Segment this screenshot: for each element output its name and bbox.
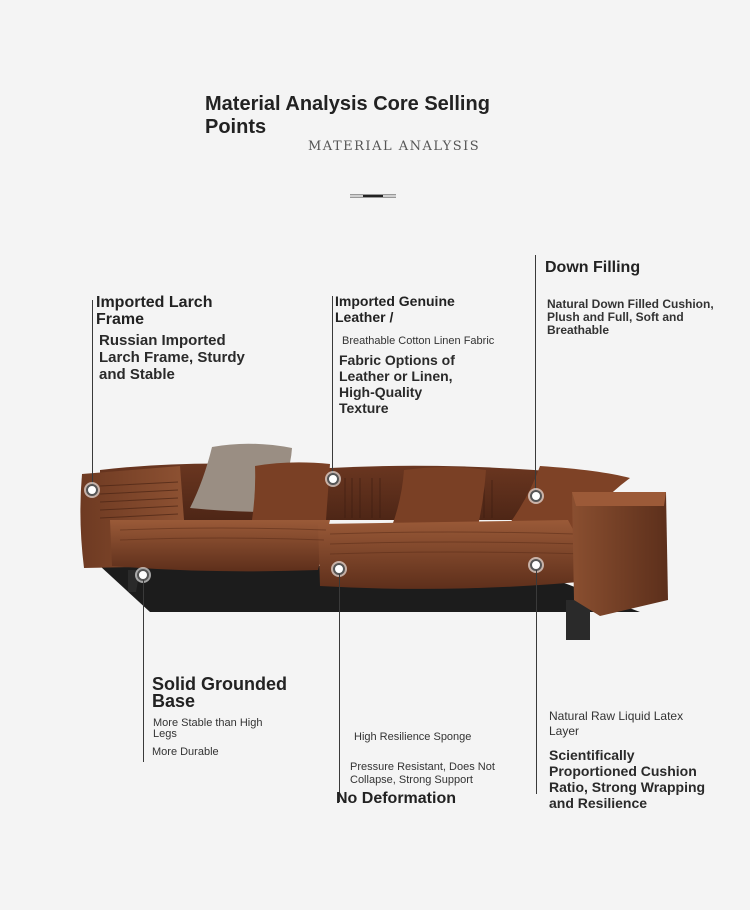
- frame-leader-line: [92, 300, 93, 485]
- down-marker-dot: [530, 490, 542, 502]
- leather-description: Fabric Options of Leather or Linen, High-Quality Texture: [339, 352, 455, 416]
- sponge-leader-line: [339, 574, 340, 802]
- leather-leader-line: [332, 296, 333, 474]
- base-leader-line: [143, 580, 144, 762]
- base-detail-1: More Stable than High Legs: [153, 717, 263, 740]
- down-description: Natural Down Filled Cushion, Plush and Full, Soft and Breathable: [547, 297, 714, 337]
- latex-description: Scientifically Proportioned Cushion Ratio, Strong Wrapping and Resilience: [549, 747, 706, 811]
- right-arm: [572, 492, 668, 616]
- base-detail-2: More Durable: [152, 746, 219, 758]
- latex-heading: Natural Raw Liquid Latex Layer: [549, 709, 684, 738]
- sponge-heading: High Resilience Sponge: [354, 731, 472, 743]
- sponge-highlight: No Deformation: [336, 790, 456, 807]
- leather-heading: Imported Genuine Leather /: [335, 293, 455, 325]
- base-heading: Solid Grounded Base: [152, 674, 287, 711]
- leather-subheading: Breathable Cotton Linen Fabric: [342, 335, 495, 347]
- frame-marker-dot: [86, 484, 98, 496]
- page-subtitle: MATERIAL ANALYSIS: [308, 139, 481, 154]
- leather-marker-dot: [327, 473, 339, 485]
- frame-description: Russian Imported Larch Frame, Sturdy and Stable: [99, 332, 245, 383]
- latex-leader-line: [536, 570, 537, 794]
- down-leader-line: [535, 255, 536, 491]
- down-heading: Down Filling: [545, 259, 641, 276]
- page-title: Material Analysis Core Selling Points: [205, 93, 490, 138]
- sponge-description: Pressure Resistant, Does Not Collapse, Strong Support: [350, 761, 495, 786]
- frame-heading: Imported Larch Frame: [96, 294, 213, 328]
